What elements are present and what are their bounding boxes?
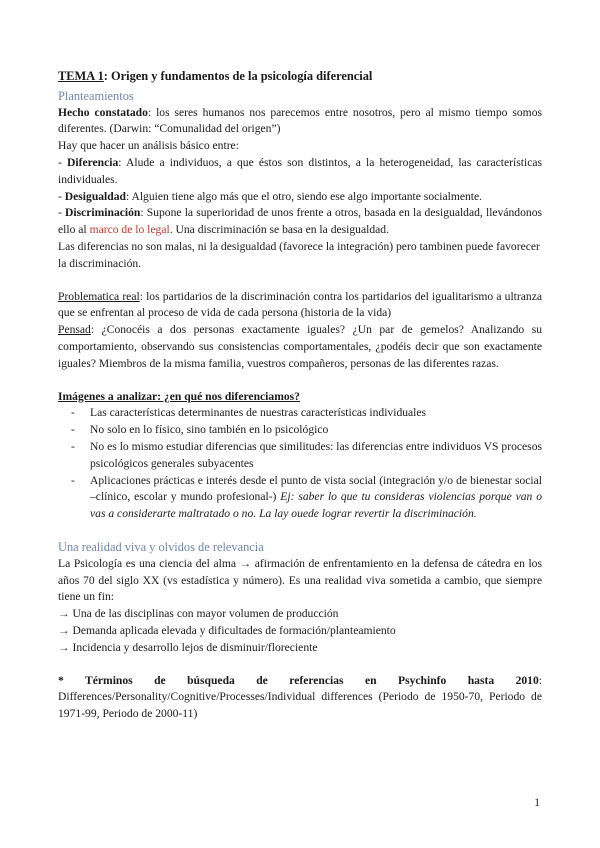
problematica-label: Problematica real [58, 289, 140, 303]
problematica-paragraph [58, 289, 542, 323]
discriminacion-text-b: . Una discriminación se basa en la desigualdad. [169, 223, 389, 237]
terminos-paragraph [58, 673, 542, 723]
page-title [58, 68, 542, 85]
desigualdad-text: : Alguien tiene algo más que el otro, siendo ese algo importante socialmente. [125, 189, 483, 203]
marco-legal-highlight: marco de lo legal [89, 223, 170, 237]
arrow-item: → Incidencia y desarrollo lejos de disminuir/floreciente [58, 640, 318, 654]
discriminacion-text-a: : Supone la superioridad de unos frente a otros, basada en la desigualdad, llevándonos ello al [58, 206, 543, 237]
section-heading-planteamientos: Planteamientos [58, 88, 134, 103]
bullet4-example: Ej: saber lo que tu consideras violencias porque van o vas a considerarte maltratado o no. La lay ouede lograr revertir la discriminación. [90, 490, 542, 521]
list-item: - Las características determinantes de nuestras características individuales [90, 405, 542, 422]
document-page [58, 68, 542, 723]
hecho-label: Hecho constatado [58, 105, 148, 119]
list-item [90, 473, 542, 523]
imagenes-list [58, 405, 542, 523]
desigualdad-label: Desigualdad [64, 189, 126, 203]
arrow-item: → Una de las disciplinas con mayor volumen de producción [58, 607, 339, 621]
conclusion-paragraph: Las diferencias no son malas, ni la desigualdad (favorece la integración) pero tambinen puede favorecer la discriminación. [58, 239, 540, 270]
bullet4-text: Aplicaciones prácticas e interés desde el punto de vista social (integración y/o de bienestar social –clínico, escolar y mundo profesional-) [90, 473, 542, 504]
hecho-text: : los seres humanos nos parecemos entre nosotros, pero al mismo tiempo somos diferentes. (Darwin: “Comunalidad del origen”) [58, 105, 542, 136]
discriminacion-paragraph: - Discriminación: Supone la superioridad de unos frente a otros, basada en la desigualdad, llevándonos ello al marco de lo legal. Una discriminación se basa en la desigualdad. [58, 206, 543, 237]
page-number: 1 [534, 796, 540, 809]
pensad-label: Pensad [58, 323, 91, 337]
title-rest: : Origen y fundamentos de la psicología diferencial [103, 69, 373, 83]
list-item: - No solo en lo físico, sino también en lo psicológico [90, 422, 542, 439]
intro-line: Hay que hacer un análisis básico entre: [58, 139, 239, 153]
section-heading-realidad-viva: Una realidad viva y olvidos de relevancia [58, 539, 264, 554]
list-item: - No es lo mismo estudiar diferencias que similitudes: las diferencias entre individuos VS procesos psicológicos generales subyacentes [90, 439, 542, 473]
realidad-paragraph: La Psicología es una ciencia del alma → afirmación de enfrentamiento en la defensa de cátedra en los años 70 del siglo XX (vs estadística y número). Es una realidad viva sometida a cambio, que siempre tiene un fin: [58, 556, 542, 604]
title-prefix: TEMA 1 [58, 69, 104, 83]
pensad-paragraph [58, 322, 542, 372]
diferencia-text: : Alude a individuos, a que éstos son distintos, a la heterogeneidad, las características individuales. [58, 155, 542, 186]
pensad-text: : ¿Conocéis a dos personas exactamente iguales? ¿Un par de gemelos? Analizando su comportamiento, observando sus consistencias comportamentales, ¿podéis decir que son exactamente iguales? Miembros de la misma familia, vuestros compañeros, personas de las diferentes razas. [58, 323, 542, 370]
desigualdad-paragraph: - Desigualdad: Alguien tiene algo más que el otro, siendo ese algo importante socialmente. [58, 189, 483, 203]
terminos-text: : Differences/Personality/Cognitive/Processes/Individual differences (Periodo de 1950-70, Periodo de 1971-99, Periodo de 2000-11) [58, 673, 542, 721]
imagenes-heading-text: Imágenes a analizar: ¿en qué nos diferenciamos? [58, 389, 300, 403]
problematica-text: : los partidarios de la discriminación contra los partidarios del igualitarismo a ultranza que se enfrentan al proceso de vida de cada persona (historia de la vida) [58, 289, 542, 320]
terminos-label: * Términos de búsqueda de referencias en Psychinfo hasta 2010 [58, 673, 539, 687]
diferencia-paragraph: - Diferencia: Alude a individuos, a que éstos son distintos, a la heterogeneidad, las características individuales. [58, 155, 542, 186]
discriminacion-label: Discriminación [65, 206, 141, 220]
arrow-item: → Demanda aplicada elevada y dificultades de formación/planteamiento [58, 623, 396, 637]
imagenes-heading [58, 389, 542, 406]
diferencia-label: Diferencia [67, 155, 119, 169]
hecho-paragraph [58, 105, 542, 139]
